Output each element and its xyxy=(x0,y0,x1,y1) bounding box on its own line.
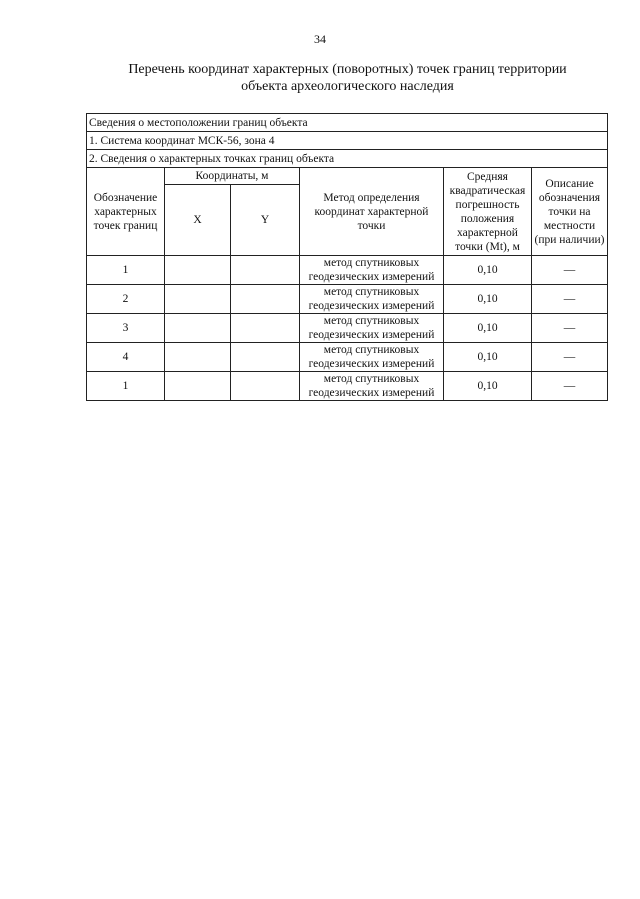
description-cell: — xyxy=(532,314,608,343)
section-header-cell: Сведения о местоположении границ объекта xyxy=(87,114,608,132)
header-x: X xyxy=(165,185,231,256)
point-cell: 1 xyxy=(87,256,165,285)
method-cell: метод спутниковых геодезических измерений xyxy=(300,314,444,343)
error-cell: 0,10 xyxy=(444,343,532,372)
method-cell: метод спутниковых геодезических измерений xyxy=(300,372,444,401)
table-row xyxy=(87,314,608,343)
table-row xyxy=(87,256,608,285)
document-title xyxy=(60,61,635,95)
coordinate-system-cell: 1. Система координат МСК-56, зона 4 xyxy=(87,132,608,150)
page-number: 34 xyxy=(314,32,326,46)
coordinates-table xyxy=(86,113,608,401)
header-y: Y xyxy=(231,185,300,256)
description-cell: — xyxy=(532,285,608,314)
header-designation: Обозначение характерных точек границ xyxy=(87,168,165,256)
y-cell xyxy=(231,372,300,401)
error-cell: 0,10 xyxy=(444,256,532,285)
error-cell: 0,10 xyxy=(444,372,532,401)
error-cell: 0,10 xyxy=(444,314,532,343)
points-header-cell: 2. Сведения о характерных точках границ объекта xyxy=(87,150,608,168)
x-cell xyxy=(165,372,231,401)
point-cell: 4 xyxy=(87,343,165,372)
point-cell: 2 xyxy=(87,285,165,314)
method-cell: метод спутниковых геодезических измерений xyxy=(300,343,444,372)
header-error: Средняя квадратическая погрешность положения характерной точки (Mt), м xyxy=(444,168,532,256)
x-cell xyxy=(165,285,231,314)
x-cell xyxy=(165,256,231,285)
method-cell: метод спутниковых геодезических измерений xyxy=(300,256,444,285)
table-row xyxy=(87,343,608,372)
document-title-line-1: Перечень координат характерных (поворотных) точек границ территории xyxy=(128,62,567,77)
description-cell: — xyxy=(532,343,608,372)
description-cell: — xyxy=(532,256,608,285)
description-cell: — xyxy=(532,372,608,401)
method-cell: метод спутниковых геодезических измерений xyxy=(300,285,444,314)
document-title-line-2: объекта археологического наследия xyxy=(241,79,454,94)
point-cell: 1 xyxy=(87,372,165,401)
y-cell xyxy=(231,256,300,285)
y-cell xyxy=(231,285,300,314)
table-row xyxy=(87,372,608,401)
header-description: Описание обозначения точки на местности (при наличии) xyxy=(532,168,608,256)
table-row xyxy=(87,285,608,314)
x-cell xyxy=(165,343,231,372)
error-cell: 0,10 xyxy=(444,285,532,314)
y-cell xyxy=(231,314,300,343)
header-method: Метод определения координат характерной точки xyxy=(300,168,444,256)
header-coordinates: Координаты, м xyxy=(165,168,300,185)
x-cell xyxy=(165,314,231,343)
point-cell: 3 xyxy=(87,314,165,343)
y-cell xyxy=(231,343,300,372)
